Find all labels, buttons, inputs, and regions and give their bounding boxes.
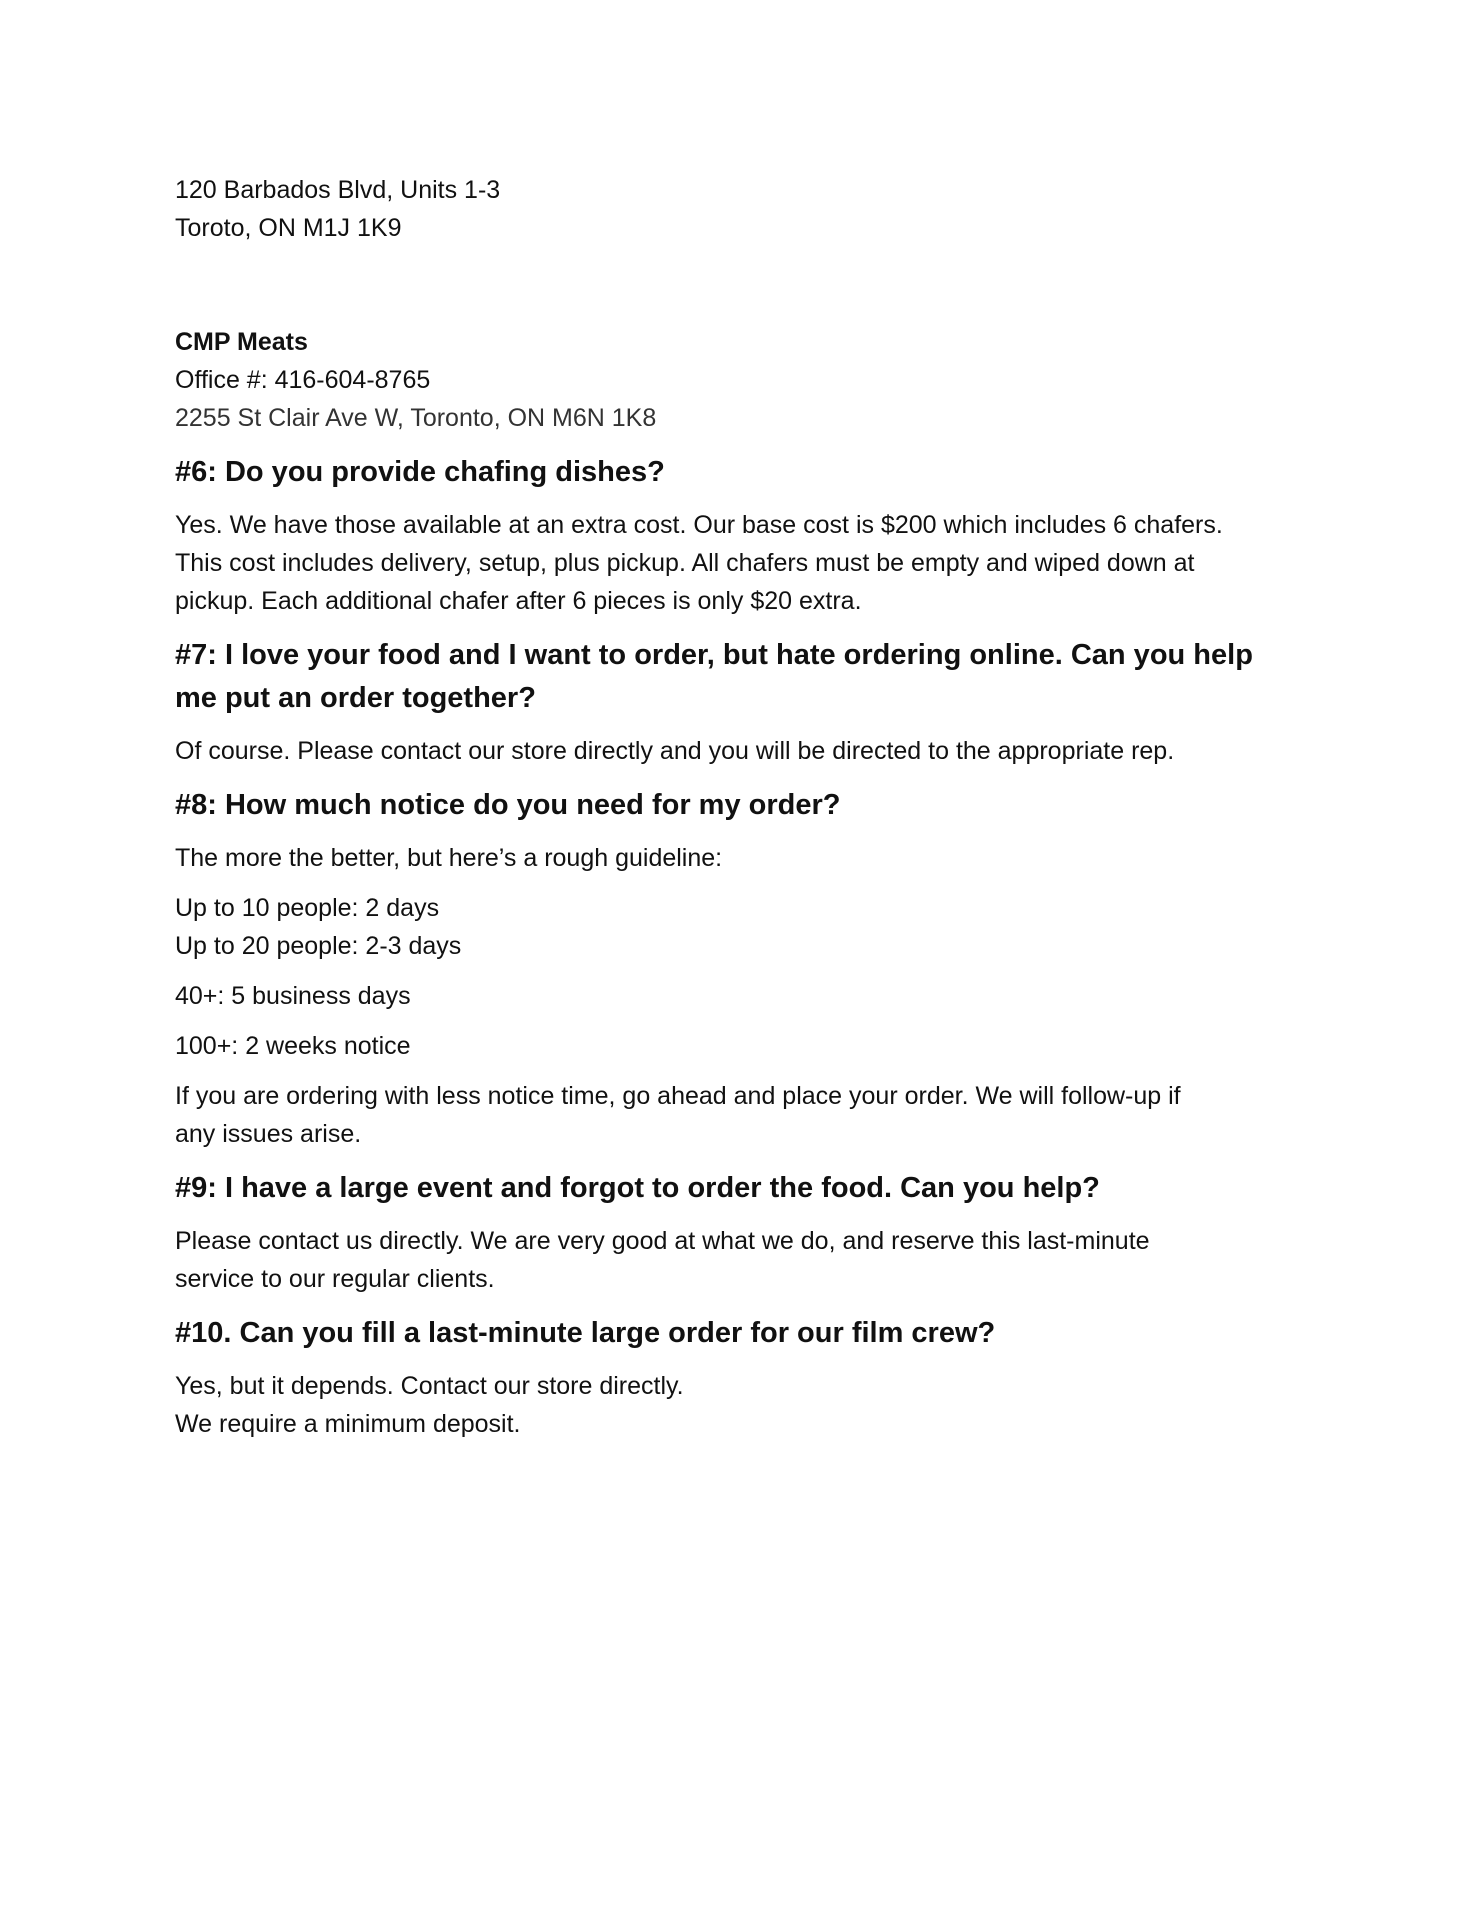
faq-6-answer [175, 506, 1315, 620]
faq-6-question: #6: Do you provide chafing dishes? [175, 456, 665, 488]
faq-9-answer-line2: service to our regular clients. [175, 1265, 495, 1293]
faq-6-answer-line1: Yes. We have those available at an extra cost. Our base cost is $200 which includes 6 chafers. [175, 511, 1223, 539]
faq-10-question: #10. Can you fill a last-minute large order for our film crew? [175, 1317, 996, 1349]
company-info [175, 323, 1315, 437]
faq-10-answer-line2: We require a minimum deposit. [175, 1410, 521, 1438]
top-address [175, 171, 1315, 247]
faq-10-answer-line1: Yes, but it depends. Contact our store directly. [175, 1372, 684, 1400]
company-address: 2255 St Clair Ave W, Toronto, ON M6N 1K8 [175, 404, 657, 432]
faq-6-answer-line2: This cost includes delivery, setup, plus pickup. All chafers must be empty and wiped down at [175, 549, 1195, 577]
faq-10-answer [175, 1367, 1315, 1443]
faq-8-guide-3: 40+: 5 business days [175, 982, 411, 1010]
document-page [175, 171, 1315, 1443]
faq-8-guide-group [175, 889, 1315, 965]
faq-6 [175, 451, 1315, 620]
faq-8 [175, 784, 1315, 1153]
top-address-line1: 120 Barbados Blvd, Units 1-3 [175, 176, 501, 204]
faq-10 [175, 1312, 1315, 1443]
faq-6-answer-line3: pickup. Each additional chafer after 6 pieces is only $20 extra. [175, 587, 862, 615]
faq-7-question-line1: #7: I love your food and I want to order, but hate ordering online. Can you help [175, 639, 1253, 671]
company-name: CMP Meats [175, 328, 308, 356]
faq-7-question-line2: me put an order together? [175, 682, 536, 714]
faq-9-question: #9: I have a large event and forgot to order the food. Can you help? [175, 1172, 1100, 1204]
faq-7 [175, 634, 1315, 770]
faq-8-guide-2: Up to 20 people: 2-3 days [175, 932, 462, 960]
faq-8-guide-1: Up to 10 people: 2 days [175, 894, 440, 922]
company-office-phone: Office #: 416-604-8765 [175, 366, 431, 394]
faq-7-question [175, 634, 1315, 720]
faq-9-answer-line1: Please contact us directly. We are very good at what we do, and reserve this last-minute [175, 1227, 1150, 1255]
faq-9-answer [175, 1222, 1315, 1298]
faq-9 [175, 1167, 1315, 1298]
faq-8-guide-4: 100+: 2 weeks notice [175, 1032, 411, 1060]
faq-8-note-line2: any issues arise. [175, 1120, 362, 1148]
faq-8-question: #8: How much notice do you need for my order? [175, 789, 841, 821]
faq-8-note-line1: If you are ordering with less notice time, go ahead and place your order. We will follow-up if [175, 1082, 1181, 1110]
faq-8-intro: The more the better, but here’s a rough guideline: [175, 844, 723, 872]
faq-7-answer: Of course. Please contact our store directly and you will be directed to the appropriate rep. [175, 737, 1175, 765]
faq-8-note [175, 1077, 1315, 1153]
spacer [175, 247, 1315, 323]
top-address-line2: Toroto, ON M1J 1K9 [175, 214, 402, 242]
